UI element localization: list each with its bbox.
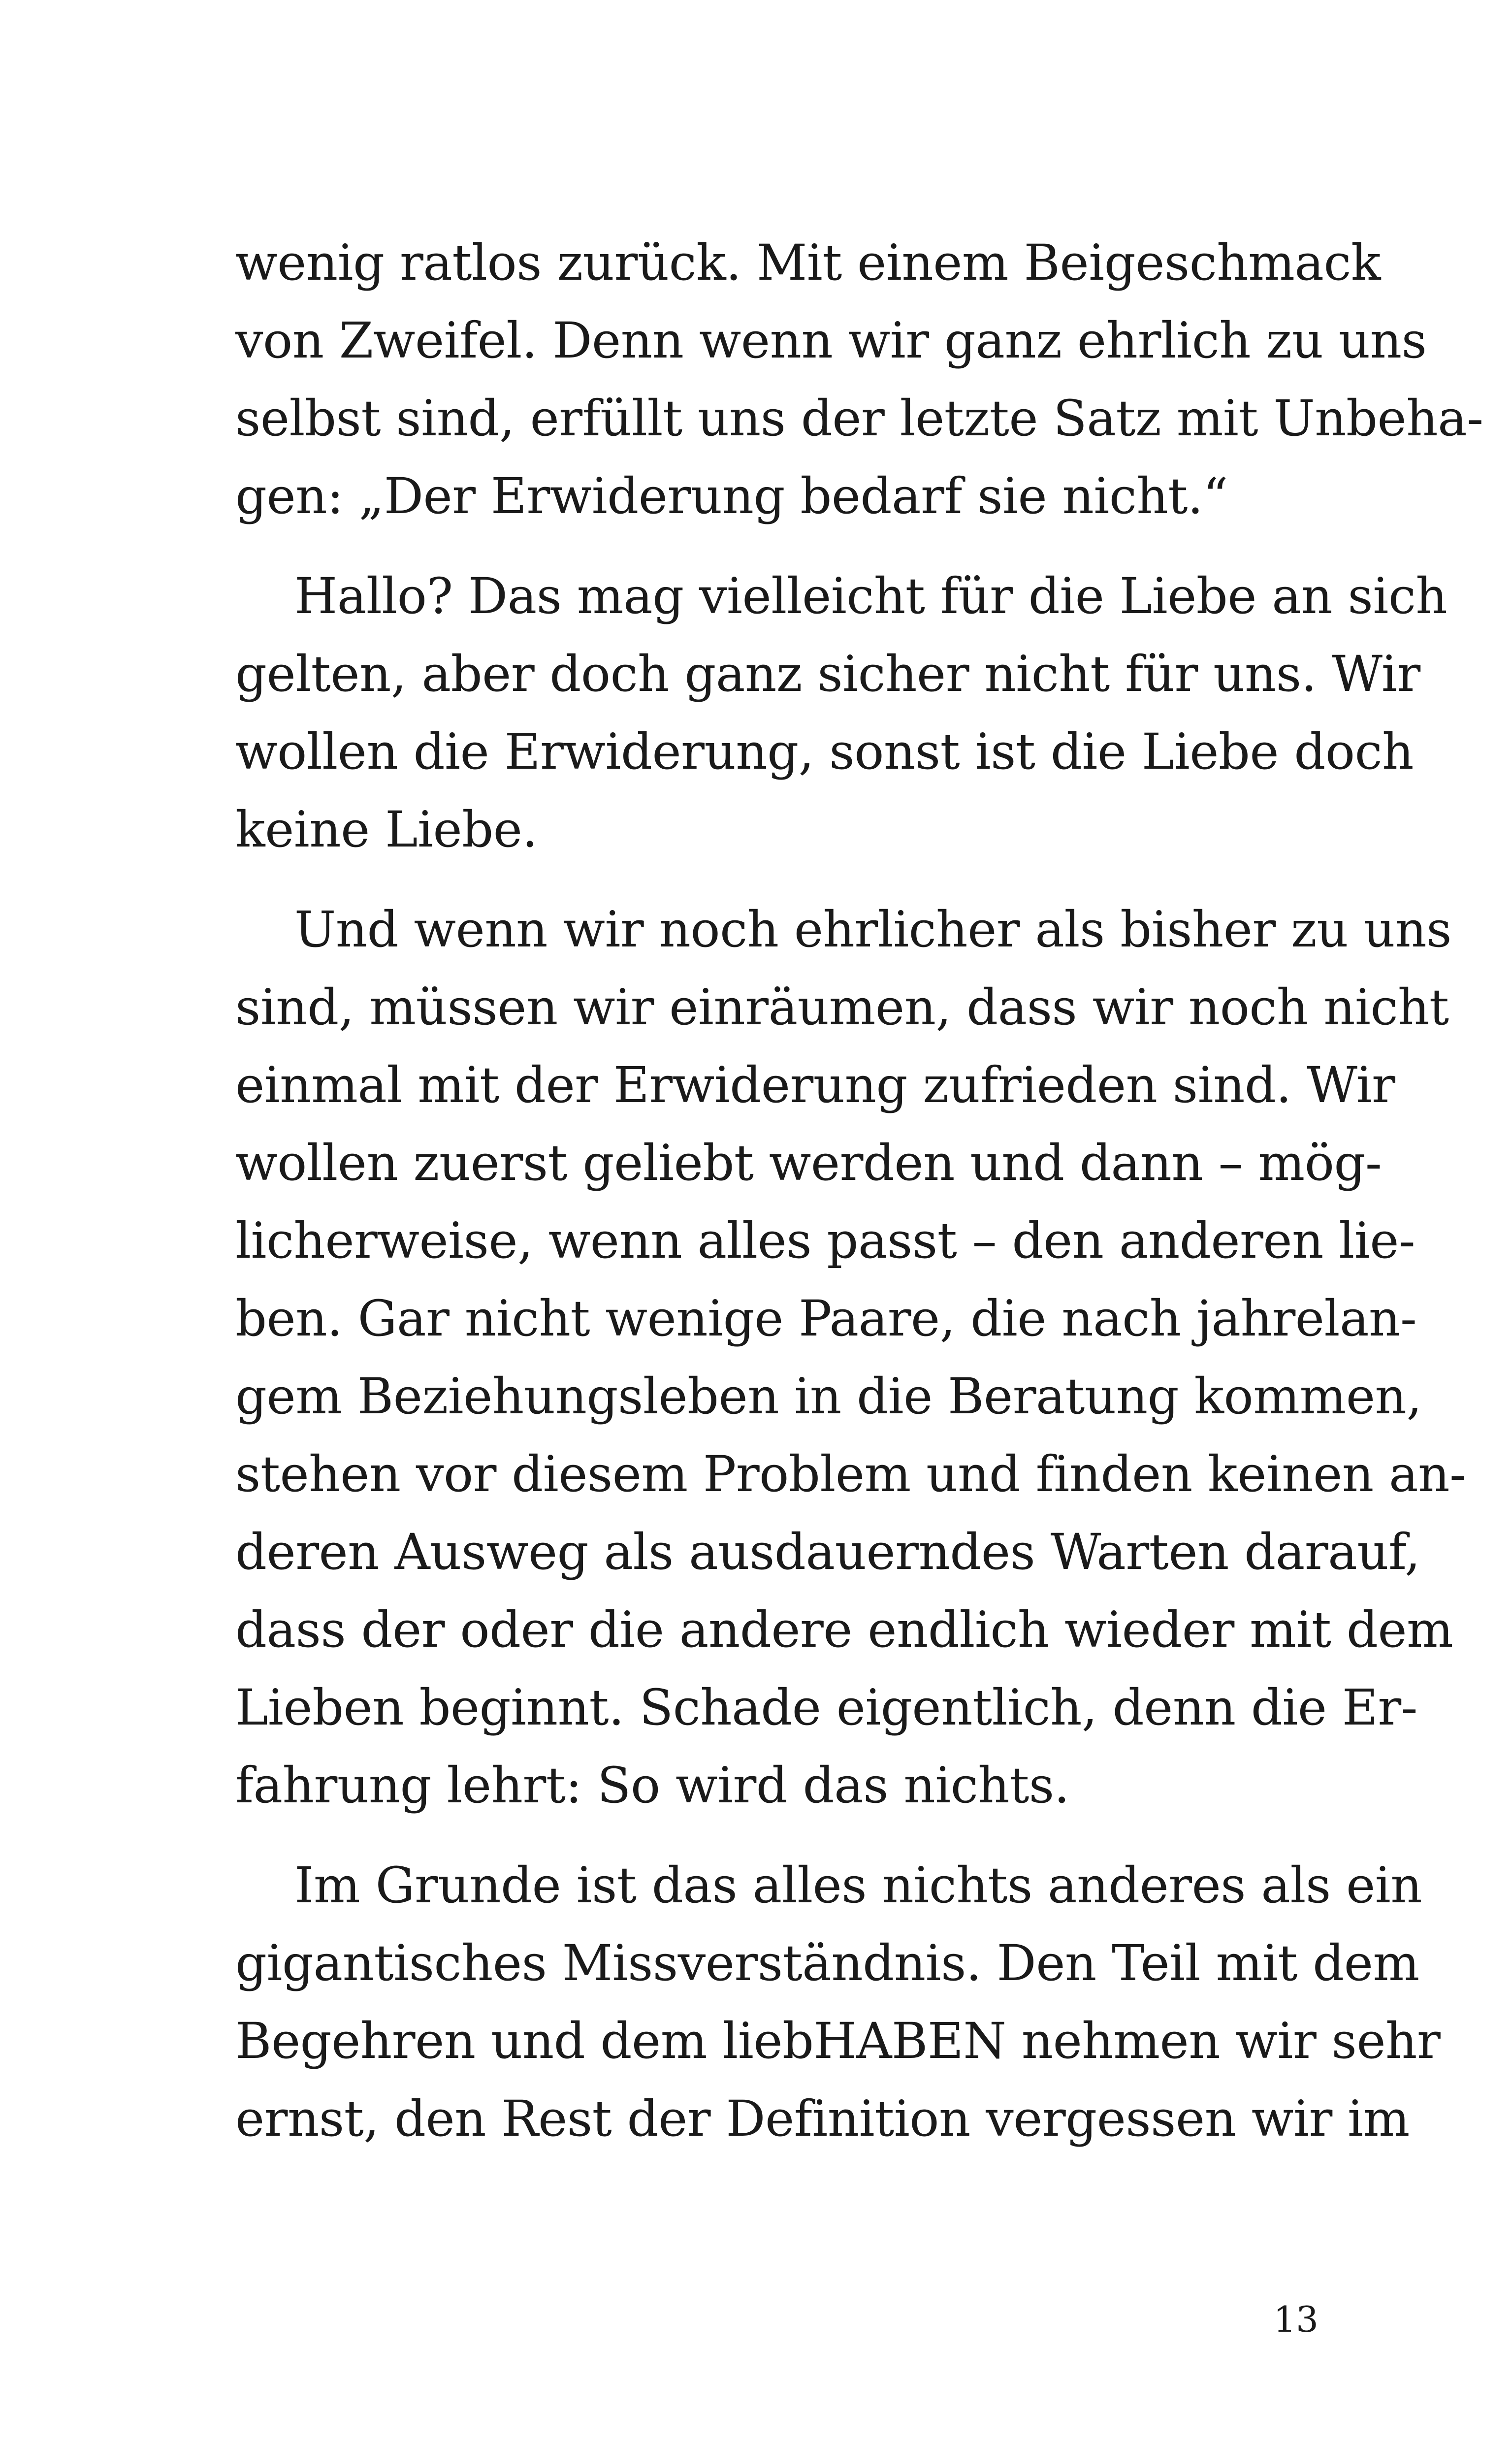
text-line: sind, müssen wir einräumen, dass wir noch nicht (235, 978, 1449, 1036)
text-line: Im Grunde ist das alles nichts anderes als ein (294, 1857, 1422, 1914)
paragraph (235, 891, 1466, 1824)
paragraph-spacing (235, 869, 1319, 891)
text-line: fahrung lehrt: So wird das nichts. (235, 1757, 1069, 1814)
text-line: deren Ausweg als ausdauerndes Warten darauf, (235, 1523, 1420, 1581)
paragraph (235, 1847, 1441, 2158)
text-line: gen: „Der Erwiderung bedarf sie nicht.“ (235, 467, 1228, 525)
text-line: Begehren und dem liebHABEN nehmen wir sehr (235, 2012, 1441, 2070)
text-line: licherweise, wenn alles passt – den anderen lie- (235, 1212, 1415, 1270)
text-line: selbst sind, erfüllt uns der letzte Satz mit Unbeha- (235, 390, 1483, 447)
text-line: stehen vor diesem Problem und finden keinen an- (235, 1445, 1466, 1503)
text-line: keine Liebe. (235, 801, 538, 858)
text-line: ernst, den Rest der Definition vergessen wir im (235, 2090, 1410, 2148)
text-line: einmal mit der Erwiderung zufrieden sind. Wir (235, 1056, 1395, 1114)
text-line: wollen zuerst geliebt werden und dann – mög- (235, 1134, 1382, 1192)
paragraph (235, 224, 1483, 535)
page-body (235, 224, 1483, 2158)
page-number: 13 (1273, 2299, 1319, 2340)
text-line: ben. Gar nicht wenige Paare, die nach jahrelan- (235, 1290, 1417, 1347)
text-line: gigantisches Missverständnis. Den Teil mit dem (235, 1934, 1419, 1992)
text-line: von Zweifel. Denn wenn wir ganz ehrlich zu uns (235, 312, 1427, 369)
text-line: dass der oder die andere endlich wieder mit dem (235, 1601, 1453, 1659)
paragraph-spacing (235, 535, 1319, 557)
text-line: Lieben beginnt. Schade eigentlich, denn die Er- (235, 1679, 1417, 1736)
text-line: wollen die Erwiderung, sonst ist die Liebe doch (235, 723, 1414, 781)
paragraph-spacing (235, 1824, 1319, 1847)
text-line: Und wenn wir noch ehrlicher als bisher zu uns (294, 901, 1452, 958)
paragraph (235, 557, 1448, 869)
text-line: Hallo? Das mag vielleicht für die Liebe an sich (294, 567, 1448, 625)
text-line: gem Beziehungsleben in die Beratung kommen, (235, 1368, 1422, 1425)
text-line: wenig ratlos zurück. Mit einem Beigeschmack (235, 234, 1381, 292)
text-line: gelten, aber doch ganz sicher nicht für uns. Wir (235, 645, 1420, 703)
